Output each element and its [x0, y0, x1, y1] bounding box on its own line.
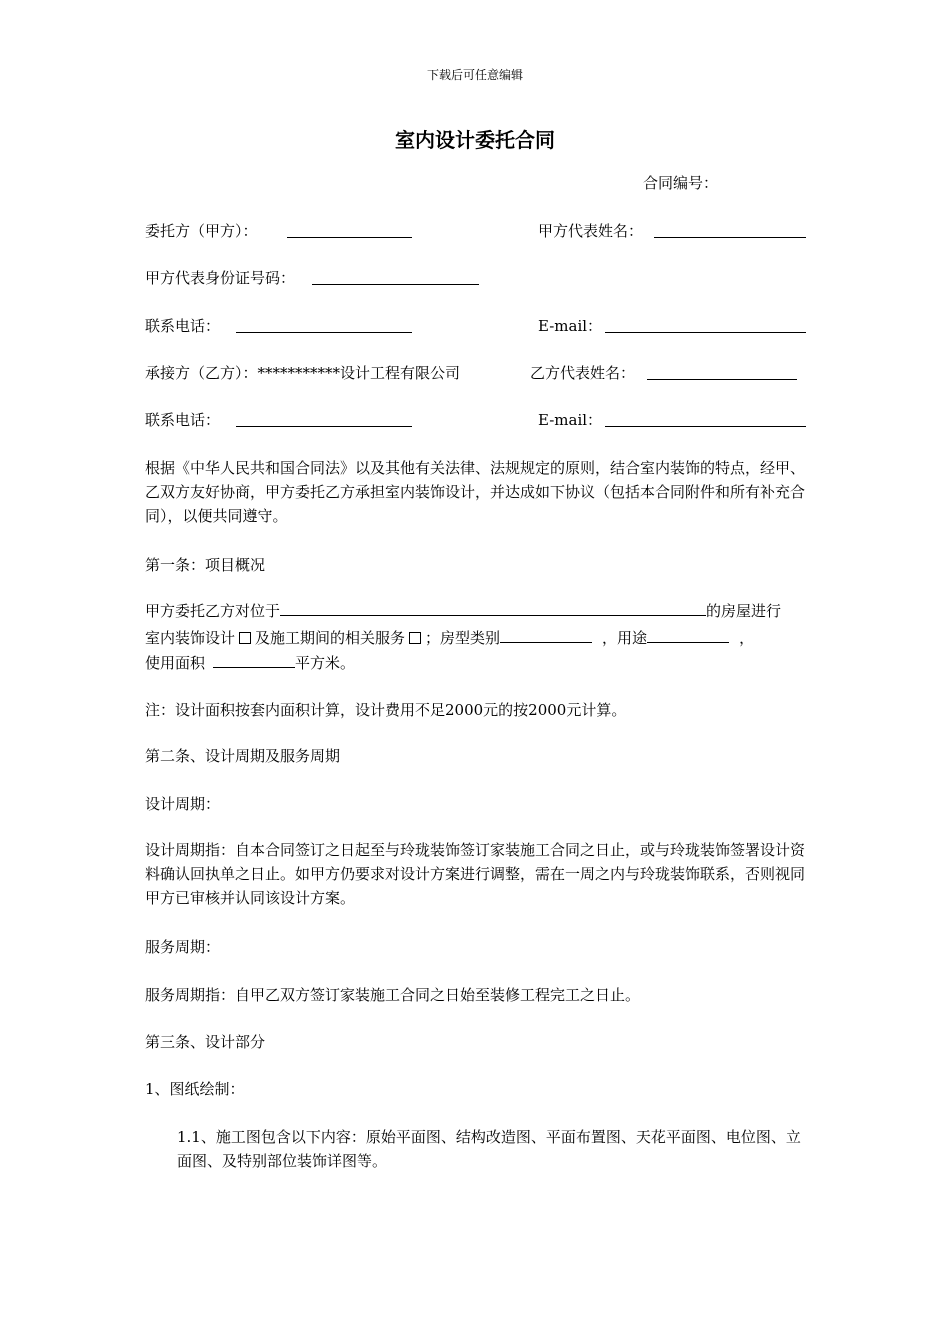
item-1-drawings: 1、图纸绘制：: [145, 1080, 245, 1098]
contract-number-label: 合同编号：: [643, 174, 719, 192]
service-option-label: 及施工期间的相关服务: [255, 629, 406, 647]
intro-paragraph: 根据《中华人民共和国合同法》以及其他有关法律、法规规定的原则，结合室内装饰的特点，经甲、乙双方友好协商，甲方委托乙方承担室内装饰设计，并达成如下协议（包括本合同附件和所有补充合同），以便共同遵守。: [145, 459, 806, 525]
design-option-label: 室内装饰设计: [145, 629, 236, 647]
client-rep-blank[interactable]: [654, 222, 806, 238]
client-label: 委托方（甲方）：: [145, 222, 258, 240]
contractor-rep-blank[interactable]: [647, 364, 797, 380]
service-period-label: 服务周期：: [145, 938, 221, 956]
house-type-blank[interactable]: [500, 627, 592, 643]
area-blank[interactable]: [213, 652, 295, 668]
art1-line-2: [145, 626, 754, 650]
client-phone-label: 联系电话：: [145, 317, 221, 335]
contractor-phone-blank[interactable]: [236, 411, 412, 427]
design-period-label: 设计周期：: [145, 795, 221, 813]
location-blank[interactable]: [280, 600, 706, 616]
house-type-label: ；房型类别: [425, 629, 501, 647]
contractor-rep-label: 乙方代表姓名：: [530, 364, 636, 382]
client-rep-label: 甲方代表姓名：: [538, 222, 644, 240]
art1-house-label: 的房屋进行: [706, 602, 782, 620]
client-email-label: E-mail：: [538, 317, 603, 335]
download-note: 下载后可任意编辑: [426, 68, 523, 82]
area-unit-label: 平方米。: [295, 654, 356, 672]
client-id-blank[interactable]: [312, 269, 479, 285]
article-3-heading: 第三条、设计部分: [145, 1033, 266, 1051]
fee-note: 注：设计面积按套内面积计算，设计费用不足2000元的按2000元计算。: [145, 701, 627, 719]
client-email-blank[interactable]: [605, 317, 806, 333]
article-2-heading: 第二条、设计周期及服务周期: [145, 747, 341, 765]
contractor-email-label: E-mail：: [538, 411, 603, 429]
item-1-1-construction-drawings: 1.1、施工图包含以下内容：原始平面图、结构改造图、平面布置图、天花平面图、电位图、立面图、及特别部位装饰详图等。: [177, 1128, 801, 1170]
area-label: 使用面积: [145, 654, 206, 672]
document-title: 室内设计委托合同: [395, 128, 555, 152]
service-checkbox[interactable]: [409, 632, 421, 644]
service-period-text: 服务周期指：自甲乙双方签订家装施工合同之日始至装修工程完工之日止。: [145, 986, 641, 1004]
art1-line-1: [145, 599, 781, 623]
client-phone-blank[interactable]: [236, 317, 412, 333]
client-id-label: 甲方代表身份证号码：: [145, 269, 296, 287]
usage-blank[interactable]: [647, 627, 729, 643]
art1-line-3: [145, 651, 355, 675]
contractor-label: 承接方（乙方）：***********设计工程有限公司: [145, 364, 461, 382]
design-period-text: 设计周期指：自本合同签订之日起至与玲珑装饰签订家装施工合同之日止，或与玲珑装饰签署设计资料确认回执单之日止。如甲方仍要求对设计方案进行调整，需在一周之内与玲珑装饰联系，否则视同甲方已审核并认同该设计方案。: [145, 841, 806, 907]
usage-label: ，用途: [602, 629, 648, 647]
article-1-heading: 第一条：项目概况: [145, 556, 266, 574]
client-name-blank[interactable]: [287, 222, 412, 238]
art1-location-label: 甲方委托乙方对位于: [145, 602, 281, 620]
usage-comma: ，: [739, 629, 755, 647]
contractor-email-blank[interactable]: [605, 411, 806, 427]
design-checkbox[interactable]: [239, 632, 251, 644]
contractor-phone-label: 联系电话：: [145, 411, 221, 429]
